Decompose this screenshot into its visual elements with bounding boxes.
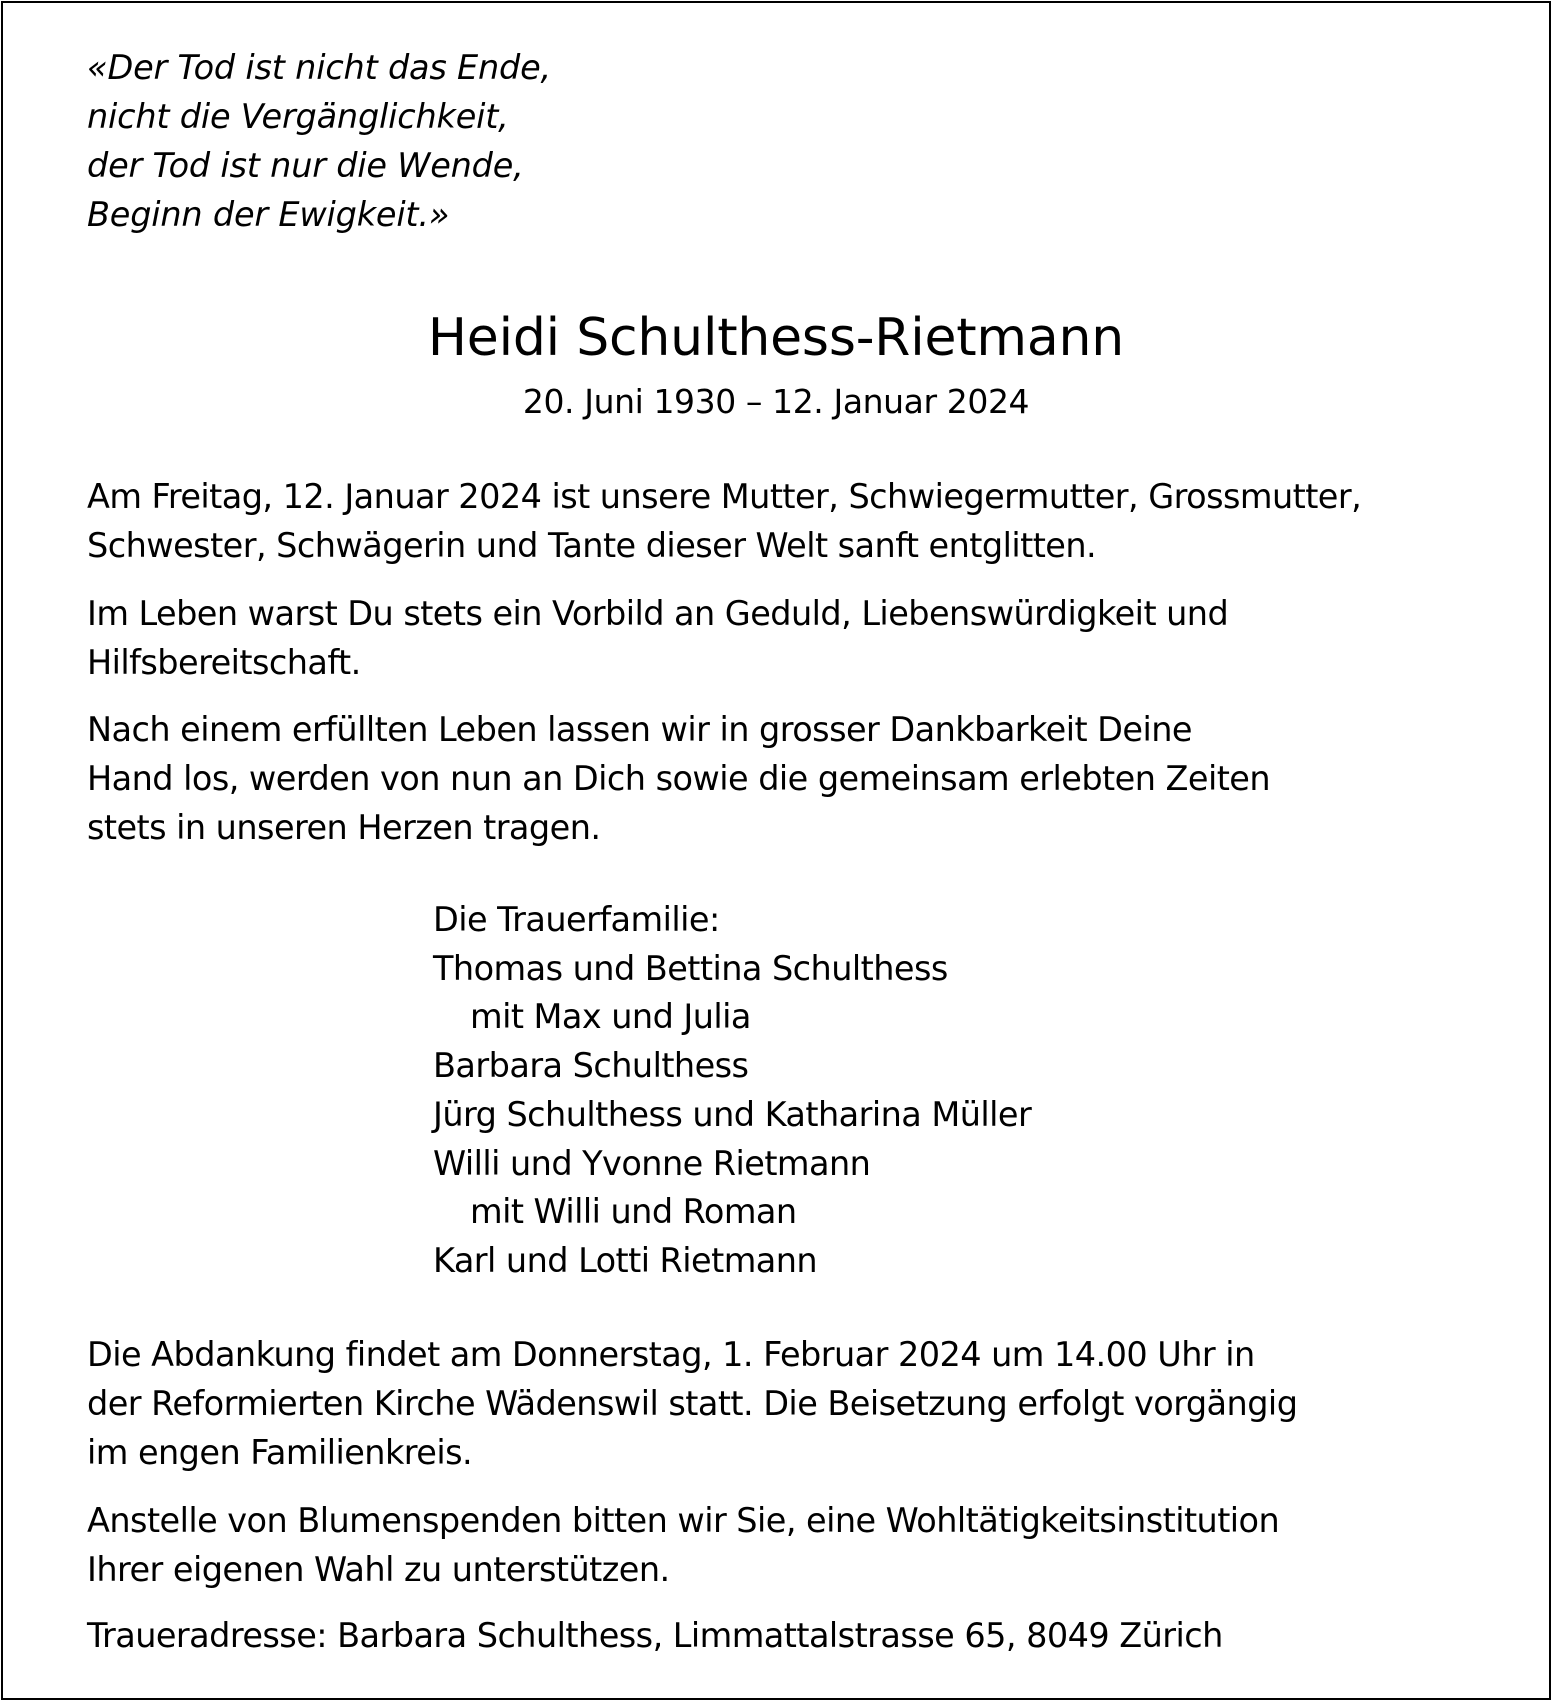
- donations-paragraph: [87, 1496, 1527, 1594]
- paragraph-line: Ihrer eigenen Wahl zu unterstützen.: [87, 1550, 670, 1589]
- quote-line: nicht die Vergänglichkeit,: [87, 97, 509, 136]
- paragraph-line: im engen Familienkreis.: [87, 1433, 473, 1472]
- announcement-paragraph: [87, 472, 1527, 570]
- epigraph-quote: [87, 43, 551, 239]
- quote-line: «Der Tod ist nicht das Ende,: [87, 48, 551, 87]
- paragraph-line: Anstelle von Blumenspenden bitten wir Sie, eine Wohltätigkeitsinstitution: [87, 1501, 1280, 1540]
- family-member: mit Max und Julia: [470, 997, 751, 1037]
- paragraph-line: Nach einem erfüllten Leben lassen wir in grosser Dankbarkeit Deine: [87, 710, 1192, 749]
- address-line: Traueradresse: Barbara Schulthess, Limmattalstrasse 65, 8049 Zürich: [87, 1616, 1223, 1655]
- family-member: mit Willi und Roman: [470, 1192, 797, 1232]
- quote-line: der Tod ist nur die Wende,: [87, 146, 524, 185]
- paragraph-line: der Reformierten Kirche Wädenswil statt. Die Beisetzung erfolgt vorgängig: [87, 1384, 1298, 1423]
- paragraph-line: Hilfsbereitschaft.: [87, 643, 361, 682]
- paragraph-line: Am Freitag, 12. Januar 2024 ist unsere Mutter, Schwiegermutter, Grossmutter,: [87, 477, 1362, 516]
- family-heading: Die Trauerfamilie:: [433, 900, 720, 939]
- obituary-notice: [1, 1, 1551, 1700]
- mourning-address: [87, 1611, 1527, 1660]
- mourning-family-list: [433, 896, 1031, 1286]
- family-member: Barbara Schulthess: [433, 1046, 749, 1086]
- deceased-name: Heidi Schulthess-Rietmann: [427, 308, 1125, 368]
- funeral-paragraph: [87, 1330, 1527, 1477]
- family-member: Willi und Yvonne Rietmann: [433, 1143, 871, 1183]
- paragraph-line: Im Leben warst Du stets ein Vorbild an Geduld, Liebenswürdigkeit und: [87, 594, 1229, 633]
- paragraph-line: Schwester, Schwägerin und Tante dieser Welt sanft entglitten.: [87, 526, 1097, 565]
- farewell-paragraph: [87, 705, 1527, 852]
- quote-line: Beginn der Ewigkeit.»: [87, 195, 450, 234]
- paragraph-line: Die Abdankung findet am Donnerstag, 1. Februar 2024 um 14.00 Uhr in: [87, 1335, 1255, 1374]
- paragraph-line: Hand los, werden von nun an Dich sowie die gemeinsam erlebten Zeiten: [87, 759, 1271, 798]
- family-member: Karl und Lotti Rietmann: [433, 1240, 818, 1280]
- paragraph-line: stets in unseren Herzen tragen.: [87, 808, 601, 847]
- life-dates: 20. Juni 1930 – 12. Januar 2024: [522, 382, 1030, 421]
- family-member: Jürg Schulthess und Katharina Müller: [433, 1094, 1032, 1134]
- family-member: Thomas und Bettina Schulthess: [433, 948, 948, 988]
- tribute-paragraph: [87, 589, 1527, 687]
